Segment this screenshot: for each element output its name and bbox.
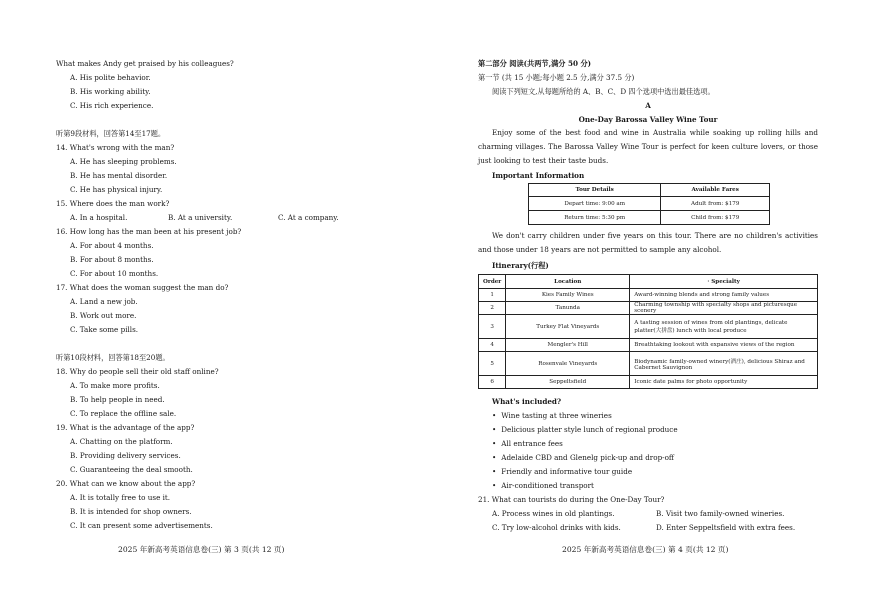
q17-option-b: B. Work out more. xyxy=(70,311,137,320)
passage-letter: A xyxy=(645,101,651,110)
itinerary-location: Kies Family Wines xyxy=(506,289,630,302)
passage-title: One-Day Barossa Valley Wine Tour xyxy=(578,115,718,124)
itinerary-header-location: Location xyxy=(506,275,630,289)
left-page-footer: 2025 年新高考英语信息卷(三) 第 3 页(共 12 页) xyxy=(118,545,285,554)
included-label: What's included? xyxy=(492,397,562,406)
q17-stem: 17. What does the woman suggest the man do? xyxy=(56,283,229,292)
fares-header-details: Tour Details xyxy=(529,184,661,197)
itinerary-order: 1 xyxy=(479,289,506,302)
table-row xyxy=(479,289,818,302)
section-10-instruction: 听第10段材料，回答第18至20题。 xyxy=(56,353,170,362)
section-title: 第一节 (共 15 小题;每小题 2.5 分,满分 37.5 分) xyxy=(478,73,635,82)
q21-option-a: A. Process wines in old plantings. xyxy=(492,509,615,518)
part-title: 第二部分 阅读(共两节,满分 50 分) xyxy=(478,59,592,68)
q17-option-c: C. Take some pills. xyxy=(70,325,139,334)
itinerary-specialty: A tasting session of wines from old plantings, delicate platter(大拼盘) lunch with local produce xyxy=(630,315,818,339)
q19-option-c: C. Guaranteeing the deal smooth. xyxy=(70,465,193,474)
q15-option-a: A. In a hospital. xyxy=(70,213,128,222)
q17-option-a: A. Land a new job. xyxy=(70,297,138,306)
itinerary-order: 2 xyxy=(479,302,506,315)
itinerary-label: Itinerary(行程) xyxy=(492,261,549,270)
table-row xyxy=(479,315,818,339)
table-row xyxy=(529,211,770,225)
q21-option-b: B. Visit two family-owned wineries. xyxy=(656,509,785,518)
q14-stem: 14. What's wrong with the man? xyxy=(56,143,175,152)
table-row xyxy=(479,352,818,376)
q21-option-c: C. Try low-alcohol drinks with kids. xyxy=(492,523,621,532)
q21-option-d: D. Enter Seppeltsfield with extra fees. xyxy=(656,523,796,532)
q13-stem: What makes Andy get praised by his colleagues? xyxy=(56,59,234,68)
q20-option-a: A. It is totally free to use it. xyxy=(70,493,171,502)
q18-stem: 18. Why do people sell their old staff online? xyxy=(56,367,219,376)
itinerary-location: Tanunda xyxy=(506,302,630,315)
q15-option-b: B. At a university. xyxy=(168,213,233,222)
q16-option-c: C. For about 10 months. xyxy=(70,269,159,278)
q15-stem: 15. Where does the man work? xyxy=(56,199,170,208)
section-9-instruction: 听第9段材料，回答第14至17题。 xyxy=(56,129,166,138)
included-item: • All entrance fees xyxy=(492,440,563,447)
q13-option-c: C. His rich experience. xyxy=(70,101,154,110)
itinerary-specialty: Iconic date palms for photo opportunity xyxy=(630,376,818,389)
included-item: • Wine tasting at three wineries xyxy=(492,412,612,419)
itinerary-specialty: Biodynamic family-owned winery(酒庄), delicious Shiraz and Cabernet Sauvignon xyxy=(630,352,818,376)
q14-option-c: C. He has physical injury. xyxy=(70,185,163,194)
itinerary-location: Mengler's Hill xyxy=(506,339,630,352)
table-row xyxy=(529,197,770,211)
passage-intro: Enjoy some of the best food and wine in Australia while soaking up rolling hills and charming villages. The Barossa Valley Wine Tour is perfect for keen culture lovers, or those just looking to test their taste buds. xyxy=(478,128,818,165)
included-item: • Delicious platter style lunch of regional produce xyxy=(492,426,678,433)
q19-option-a: A. Chatting on the platform. xyxy=(70,437,173,446)
child-fare: Child from: $179 xyxy=(661,211,770,225)
itinerary-header-row xyxy=(479,275,818,289)
table-row xyxy=(479,339,818,352)
q19-stem: 19. What is the advantage of the app? xyxy=(56,423,195,432)
fares-table xyxy=(528,183,770,225)
depart-time: Depart time: 9:00 am xyxy=(529,197,661,211)
q16-option-b: B. For about 8 months. xyxy=(70,255,154,264)
q13-option-a: A. His polite behavior. xyxy=(70,73,151,82)
return-time: Return time: 5:30 pm xyxy=(529,211,661,225)
fares-header-fares: Available Fares xyxy=(661,184,770,197)
reading-instruction: 阅读下列短文,从每题所给的 A、B、C、D 四个选项中选出最佳选项。 xyxy=(492,87,715,96)
q20-option-c: C. It can present some advertisements. xyxy=(70,521,213,530)
q18-option-c: C. To replace the offline sale. xyxy=(70,409,177,418)
q16-option-a: A. For about 4 months. xyxy=(70,241,154,250)
table-row xyxy=(479,302,818,315)
q18-option-a: A. To make more profits. xyxy=(70,381,160,390)
itinerary-order: 3 xyxy=(479,315,506,339)
itinerary-header-specialty: · Specialty xyxy=(630,275,818,289)
included-item: • Friendly and informative tour guide xyxy=(492,468,632,475)
itinerary-location: Turkey Flat Vineyards xyxy=(506,315,630,339)
fares-header-row xyxy=(529,184,770,197)
q14-option-b: B. He has mental disorder. xyxy=(70,171,168,180)
q19-option-b: B. Providing delivery services. xyxy=(70,451,181,460)
itinerary-table xyxy=(478,274,818,389)
table-row xyxy=(479,376,818,389)
q20-option-b: B. It is intended for shop owners. xyxy=(70,507,192,516)
itinerary-location: Seppeltsfield xyxy=(506,376,630,389)
q15-option-c: C. At a company. xyxy=(278,213,339,222)
itinerary-specialty: Award-winning blends and strong family values xyxy=(630,289,818,302)
q14-option-a: A. He has sleeping problems. xyxy=(70,157,177,166)
right-page-footer: 2025 年新高考英语信息卷(三) 第 4 页(共 12 页) xyxy=(562,545,729,554)
q13-option-b: B. His working ability. xyxy=(70,87,151,96)
adult-fare: Adult from: $179 xyxy=(661,197,770,211)
itinerary-order: 5 xyxy=(479,352,506,376)
itinerary-order: 6 xyxy=(479,376,506,389)
itinerary-header-order: Order xyxy=(479,275,506,289)
included-item: • Air-conditioned transport xyxy=(492,482,594,489)
included-item: • Adelaide CBD and Glenelg pick-up and drop-off xyxy=(492,454,674,461)
important-info-label: Important Information xyxy=(492,171,585,180)
q16-stem: 16. How long has the man been at his present job? xyxy=(56,227,242,236)
itinerary-location: Rosenvale Vineyards xyxy=(506,352,630,376)
policy-paragraph: We don't carry children under five years on this tour. There are no children's activities and those under 18 years are not permitted to sample any alcohol. xyxy=(478,231,818,254)
q21-stem: 21. What can tourists do during the One-Day Tour? xyxy=(478,495,665,504)
q20-stem: 20. What can we know about the app? xyxy=(56,479,196,488)
itinerary-order: 4 xyxy=(479,339,506,352)
q18-option-b: B. To help people in need. xyxy=(70,395,165,404)
itinerary-specialty: Charming township with specialty shops and picturesque scenery xyxy=(630,302,818,315)
itinerary-specialty: Breathtaking lookout with expansive views of the region xyxy=(630,339,818,352)
